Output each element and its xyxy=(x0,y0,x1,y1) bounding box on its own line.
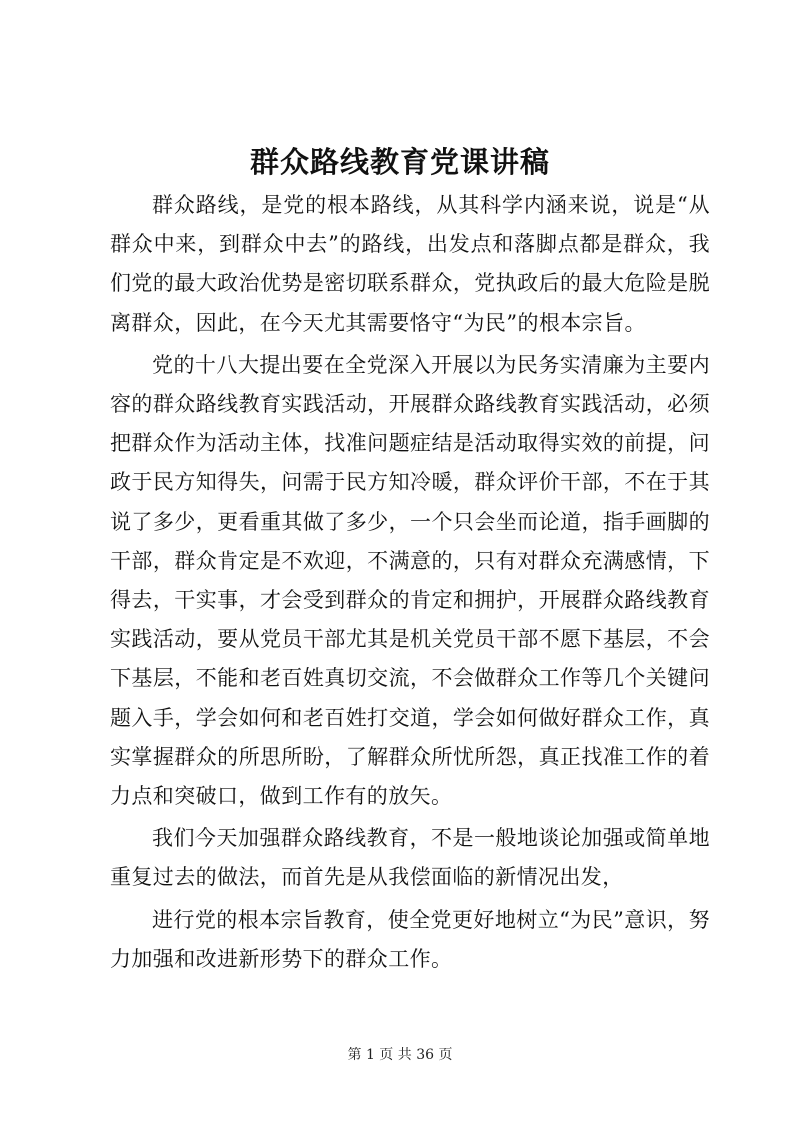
paragraph-4: 进行党的根本宗旨教育，使全党更好地树立“为民”意识，努力加强和改进新形势下的群众工作。 xyxy=(110,907,710,971)
paragraph-2: 党的十八大提出要在全党深入开展以为民务实清廉为主要内容的群众路线教育实践活动，开展群众路线教育实践活动，必须把群众作为活动主体，找准问题症结是活动取得实效的前提，问政于民方知得失，问需于民方知冷暖，群众评价干部，不在于其说了多少，更看重其做了多少，一个只会坐而论道，指手画脚的干部，群众肯定是不欢迎，不满意的，只有对群众充满感情，下得去，干实事，才会受到群众的肯定和拥护，开展群众路线教育实践活动，要从党员干部尤其是机关党员干部不愿下基层，不会下基层，不能和老百姓真切交流，不会做群众工作等几个关键问题入手，学会如何和老百姓打交道，学会如何做好群众工作，真实掌握群众的所思所盼，了解群众所忧所怨，真正找准工作的着力点和突破口，做到工作有的放矢。 xyxy=(110,352,710,809)
document-title: 群众路线教育党课讲稿 xyxy=(249,145,550,179)
paragraph-1: 群众路线，是党的根本路线，从其科学内涵来说，说是“从群众中来，到群众中去”的路线，出发点和落脚点都是群众，我们党的最大政治优势是密切联系群众，党执政后的最大危险是脱离群众，因此，在今天尤其需要恪守“为民”的根本宗旨。 xyxy=(110,193,710,335)
paragraph-3: 我们今天加强群众路线教育，不是一般地谈论加强或简单地重复过去的做法，而首先是从我偿面临的新情况出发， xyxy=(110,826,710,890)
document-body xyxy=(110,186,710,979)
page-number-footer: 第 1 页 共 36 页 xyxy=(347,1047,453,1063)
